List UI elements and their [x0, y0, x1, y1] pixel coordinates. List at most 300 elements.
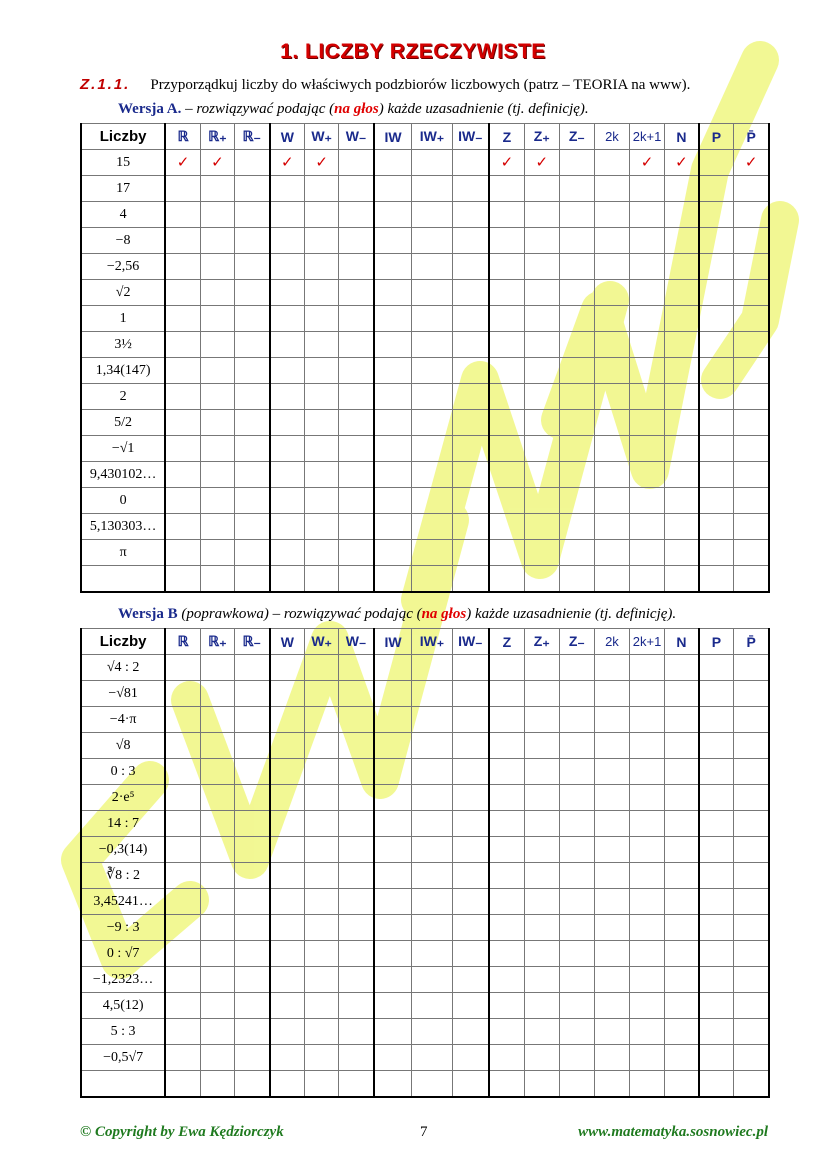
answer-cell[interactable]	[305, 1071, 339, 1098]
answer-cell[interactable]	[305, 811, 339, 837]
answer-cell[interactable]	[270, 759, 305, 785]
answer-cell[interactable]	[200, 566, 234, 593]
answer-cell[interactable]	[412, 228, 452, 254]
answer-cell[interactable]	[699, 837, 734, 863]
answer-cell[interactable]	[374, 889, 412, 915]
answer-cell[interactable]	[665, 488, 699, 514]
answer-cell[interactable]	[489, 1045, 524, 1071]
answer-cell[interactable]	[699, 514, 734, 540]
answer-cell[interactable]	[489, 514, 524, 540]
answer-cell[interactable]	[734, 176, 769, 202]
answer-cell[interactable]	[699, 462, 734, 488]
answer-cell[interactable]	[559, 733, 594, 759]
answer-cell[interactable]	[734, 332, 769, 358]
answer-cell[interactable]	[305, 176, 339, 202]
answer-cell[interactable]	[200, 785, 234, 811]
answer-cell[interactable]	[699, 202, 734, 228]
answer-cell[interactable]	[165, 514, 200, 540]
answer-cell[interactable]	[524, 993, 559, 1019]
answer-cell[interactable]	[524, 462, 559, 488]
answer-cell[interactable]	[665, 332, 699, 358]
answer-cell[interactable]	[412, 837, 452, 863]
answer-cell[interactable]	[374, 993, 412, 1019]
answer-cell[interactable]	[270, 176, 305, 202]
answer-cell[interactable]	[489, 811, 524, 837]
answer-cell[interactable]	[270, 889, 305, 915]
answer-cell[interactable]	[489, 655, 524, 681]
answer-cell[interactable]	[165, 332, 200, 358]
answer-cell[interactable]	[412, 462, 452, 488]
answer-cell[interactable]	[665, 566, 699, 593]
answer-cell[interactable]	[234, 150, 269, 176]
answer-cell[interactable]	[412, 967, 452, 993]
answer-cell[interactable]	[629, 488, 664, 514]
answer-cell[interactable]	[270, 228, 305, 254]
answer-cell[interactable]	[665, 993, 699, 1019]
answer-cell[interactable]	[270, 707, 305, 733]
answer-cell[interactable]	[665, 540, 699, 566]
answer-cell[interactable]	[489, 254, 524, 280]
answer-cell[interactable]	[412, 254, 452, 280]
answer-cell[interactable]	[374, 759, 412, 785]
answer-cell[interactable]	[452, 1019, 489, 1045]
answer-cell[interactable]	[234, 707, 269, 733]
answer-cell[interactable]	[594, 837, 629, 863]
answer-cell[interactable]	[412, 540, 452, 566]
answer-cell[interactable]	[489, 384, 524, 410]
answer-cell[interactable]	[594, 941, 629, 967]
answer-cell[interactable]	[234, 1019, 269, 1045]
answer-cell[interactable]	[524, 358, 559, 384]
answer-cell[interactable]	[339, 1071, 374, 1098]
answer-cell[interactable]	[489, 837, 524, 863]
answer-cell[interactable]	[339, 280, 374, 306]
answer-cell[interactable]	[234, 254, 269, 280]
answer-cell[interactable]	[270, 967, 305, 993]
answer-cell[interactable]	[524, 384, 559, 410]
answer-cell[interactable]	[524, 837, 559, 863]
answer-cell[interactable]	[412, 707, 452, 733]
answer-cell[interactable]	[594, 462, 629, 488]
answer-cell[interactable]	[305, 967, 339, 993]
answer-cell[interactable]	[200, 993, 234, 1019]
answer-cell[interactable]	[270, 915, 305, 941]
answer-cell[interactable]	[734, 993, 769, 1019]
answer-cell[interactable]	[165, 202, 200, 228]
answer-cell[interactable]	[559, 967, 594, 993]
answer-cell[interactable]	[734, 280, 769, 306]
answer-cell[interactable]	[665, 915, 699, 941]
answer-cell[interactable]	[665, 759, 699, 785]
answer-cell[interactable]	[452, 681, 489, 707]
answer-cell[interactable]	[339, 306, 374, 332]
answer-cell[interactable]	[234, 332, 269, 358]
answer-cell[interactable]	[270, 1045, 305, 1071]
answer-cell[interactable]	[165, 1071, 200, 1098]
answer-cell[interactable]	[665, 280, 699, 306]
answer-cell[interactable]	[374, 785, 412, 811]
answer-cell[interactable]	[305, 707, 339, 733]
answer-cell[interactable]	[270, 436, 305, 462]
answer-cell[interactable]	[452, 837, 489, 863]
answer-cell[interactable]	[412, 759, 452, 785]
answer-cell[interactable]	[594, 566, 629, 593]
answer-cell[interactable]	[734, 150, 769, 176]
answer-cell[interactable]	[489, 941, 524, 967]
answer-cell[interactable]	[200, 759, 234, 785]
answer-cell[interactable]	[699, 785, 734, 811]
answer-cell[interactable]	[234, 681, 269, 707]
answer-cell[interactable]	[339, 462, 374, 488]
answer-cell[interactable]	[165, 228, 200, 254]
answer-cell[interactable]	[165, 488, 200, 514]
answer-cell[interactable]	[374, 514, 412, 540]
answer-cell[interactable]	[305, 280, 339, 306]
answer-cell[interactable]	[665, 254, 699, 280]
answer-cell[interactable]	[234, 228, 269, 254]
answer-cell[interactable]	[374, 967, 412, 993]
answer-cell[interactable]	[270, 837, 305, 863]
answer-cell[interactable]	[665, 150, 699, 176]
answer-cell[interactable]	[270, 280, 305, 306]
answer-cell[interactable]	[665, 1019, 699, 1045]
answer-cell[interactable]	[699, 254, 734, 280]
answer-cell[interactable]	[200, 176, 234, 202]
answer-cell[interactable]	[200, 681, 234, 707]
answer-cell[interactable]	[452, 915, 489, 941]
answer-cell[interactable]	[489, 280, 524, 306]
answer-cell[interactable]	[594, 681, 629, 707]
answer-cell[interactable]	[412, 915, 452, 941]
answer-cell[interactable]	[559, 358, 594, 384]
answer-cell[interactable]	[594, 655, 629, 681]
answer-cell[interactable]	[489, 1019, 524, 1045]
answer-cell[interactable]	[559, 280, 594, 306]
answer-cell[interactable]	[489, 150, 524, 176]
answer-cell[interactable]	[234, 759, 269, 785]
answer-cell[interactable]	[629, 1045, 664, 1071]
answer-cell[interactable]	[524, 332, 559, 358]
answer-cell[interactable]	[452, 436, 489, 462]
answer-cell[interactable]	[339, 759, 374, 785]
answer-cell[interactable]	[165, 410, 200, 436]
answer-cell[interactable]	[412, 941, 452, 967]
answer-cell[interactable]	[559, 566, 594, 593]
answer-cell[interactable]	[559, 1071, 594, 1098]
answer-cell[interactable]	[629, 941, 664, 967]
answer-cell[interactable]	[200, 655, 234, 681]
answer-cell[interactable]	[165, 681, 200, 707]
answer-cell[interactable]	[339, 1019, 374, 1045]
answer-cell[interactable]	[489, 967, 524, 993]
answer-cell[interactable]	[629, 280, 664, 306]
answer-cell[interactable]	[305, 358, 339, 384]
answer-cell[interactable]	[524, 1019, 559, 1045]
answer-cell[interactable]	[412, 384, 452, 410]
answer-cell[interactable]	[200, 306, 234, 332]
answer-cell[interactable]	[270, 384, 305, 410]
answer-cell[interactable]	[629, 202, 664, 228]
answer-cell[interactable]	[594, 332, 629, 358]
answer-cell[interactable]	[489, 707, 524, 733]
answer-cell[interactable]	[524, 785, 559, 811]
answer-cell[interactable]	[270, 306, 305, 332]
answer-cell[interactable]	[524, 202, 559, 228]
answer-cell[interactable]	[452, 967, 489, 993]
answer-cell[interactable]	[452, 759, 489, 785]
answer-cell[interactable]	[452, 228, 489, 254]
answer-cell[interactable]	[734, 306, 769, 332]
answer-cell[interactable]	[699, 384, 734, 410]
answer-cell[interactable]	[665, 655, 699, 681]
answer-cell[interactable]	[699, 941, 734, 967]
answer-cell[interactable]	[339, 150, 374, 176]
answer-cell[interactable]	[234, 462, 269, 488]
answer-cell[interactable]	[559, 150, 594, 176]
answer-cell[interactable]	[374, 384, 412, 410]
answer-cell[interactable]	[489, 332, 524, 358]
answer-cell[interactable]	[629, 655, 664, 681]
answer-cell[interactable]	[524, 889, 559, 915]
answer-cell[interactable]	[270, 1019, 305, 1045]
answer-cell[interactable]	[594, 254, 629, 280]
answer-cell[interactable]	[559, 1045, 594, 1071]
answer-cell[interactable]	[305, 889, 339, 915]
answer-cell[interactable]	[489, 462, 524, 488]
answer-cell[interactable]	[452, 941, 489, 967]
answer-cell[interactable]	[339, 254, 374, 280]
answer-cell[interactable]	[594, 280, 629, 306]
answer-cell[interactable]	[489, 202, 524, 228]
answer-cell[interactable]	[594, 514, 629, 540]
answer-cell[interactable]	[200, 462, 234, 488]
answer-cell[interactable]	[165, 837, 200, 863]
answer-cell[interactable]	[200, 436, 234, 462]
answer-cell[interactable]	[594, 488, 629, 514]
answer-cell[interactable]	[200, 1045, 234, 1071]
answer-cell[interactable]	[305, 332, 339, 358]
answer-cell[interactable]	[374, 462, 412, 488]
answer-cell[interactable]	[339, 655, 374, 681]
answer-cell[interactable]	[234, 785, 269, 811]
answer-cell[interactable]	[234, 514, 269, 540]
answer-cell[interactable]	[734, 462, 769, 488]
answer-cell[interactable]	[165, 384, 200, 410]
answer-cell[interactable]	[374, 941, 412, 967]
answer-cell[interactable]	[489, 1071, 524, 1098]
answer-cell[interactable]	[629, 228, 664, 254]
answer-cell[interactable]	[699, 410, 734, 436]
answer-cell[interactable]	[629, 332, 664, 358]
answer-cell[interactable]	[559, 488, 594, 514]
answer-cell[interactable]	[559, 863, 594, 889]
answer-cell[interactable]	[452, 566, 489, 593]
answer-cell[interactable]	[305, 993, 339, 1019]
answer-cell[interactable]	[339, 733, 374, 759]
answer-cell[interactable]	[270, 1071, 305, 1098]
answer-cell[interactable]	[374, 306, 412, 332]
answer-cell[interactable]	[270, 785, 305, 811]
answer-cell[interactable]	[270, 150, 305, 176]
answer-cell[interactable]	[452, 993, 489, 1019]
answer-cell[interactable]	[412, 733, 452, 759]
answer-cell[interactable]	[234, 358, 269, 384]
answer-cell[interactable]	[594, 306, 629, 332]
answer-cell[interactable]	[305, 228, 339, 254]
answer-cell[interactable]	[200, 358, 234, 384]
answer-cell[interactable]	[305, 941, 339, 967]
answer-cell[interactable]	[374, 655, 412, 681]
answer-cell[interactable]	[524, 410, 559, 436]
answer-cell[interactable]	[734, 681, 769, 707]
answer-cell[interactable]	[452, 655, 489, 681]
answer-cell[interactable]	[412, 332, 452, 358]
answer-cell[interactable]	[734, 488, 769, 514]
answer-cell[interactable]	[339, 202, 374, 228]
answer-cell[interactable]	[234, 410, 269, 436]
answer-cell[interactable]	[629, 967, 664, 993]
answer-cell[interactable]	[629, 566, 664, 593]
answer-cell[interactable]	[305, 514, 339, 540]
answer-cell[interactable]	[699, 655, 734, 681]
answer-cell[interactable]	[734, 202, 769, 228]
answer-cell[interactable]	[665, 202, 699, 228]
answer-cell[interactable]	[200, 254, 234, 280]
answer-cell[interactable]	[200, 384, 234, 410]
answer-cell[interactable]	[165, 785, 200, 811]
answer-cell[interactable]	[629, 358, 664, 384]
answer-cell[interactable]	[524, 681, 559, 707]
answer-cell[interactable]	[165, 863, 200, 889]
answer-cell[interactable]	[165, 889, 200, 915]
answer-cell[interactable]	[339, 941, 374, 967]
answer-cell[interactable]	[452, 150, 489, 176]
answer-cell[interactable]	[270, 863, 305, 889]
answer-cell[interactable]	[200, 915, 234, 941]
answer-cell[interactable]	[699, 306, 734, 332]
answer-cell[interactable]	[200, 332, 234, 358]
answer-cell[interactable]	[594, 176, 629, 202]
answer-cell[interactable]	[734, 655, 769, 681]
answer-cell[interactable]	[699, 889, 734, 915]
answer-cell[interactable]	[629, 707, 664, 733]
answer-cell[interactable]	[200, 540, 234, 566]
answer-cell[interactable]	[734, 759, 769, 785]
answer-cell[interactable]	[234, 993, 269, 1019]
answer-cell[interactable]	[305, 655, 339, 681]
answer-cell[interactable]	[629, 681, 664, 707]
answer-cell[interactable]	[699, 358, 734, 384]
answer-cell[interactable]	[524, 540, 559, 566]
answer-cell[interactable]	[524, 655, 559, 681]
answer-cell[interactable]	[489, 358, 524, 384]
answer-cell[interactable]	[559, 837, 594, 863]
answer-cell[interactable]	[165, 462, 200, 488]
answer-cell[interactable]	[629, 176, 664, 202]
answer-cell[interactable]	[734, 811, 769, 837]
answer-cell[interactable]	[374, 254, 412, 280]
answer-cell[interactable]	[339, 785, 374, 811]
answer-cell[interactable]	[559, 811, 594, 837]
answer-cell[interactable]	[165, 915, 200, 941]
answer-cell[interactable]	[270, 358, 305, 384]
answer-cell[interactable]	[594, 1019, 629, 1045]
answer-cell[interactable]	[489, 488, 524, 514]
answer-cell[interactable]	[305, 462, 339, 488]
answer-cell[interactable]	[305, 837, 339, 863]
answer-cell[interactable]	[270, 811, 305, 837]
answer-cell[interactable]	[734, 1045, 769, 1071]
answer-cell[interactable]	[594, 889, 629, 915]
answer-cell[interactable]	[305, 150, 339, 176]
answer-cell[interactable]	[412, 150, 452, 176]
answer-cell[interactable]	[270, 410, 305, 436]
answer-cell[interactable]	[629, 837, 664, 863]
answer-cell[interactable]	[452, 358, 489, 384]
answer-cell[interactable]	[699, 759, 734, 785]
answer-cell[interactable]	[452, 462, 489, 488]
answer-cell[interactable]	[374, 228, 412, 254]
answer-cell[interactable]	[339, 707, 374, 733]
answer-cell[interactable]	[270, 254, 305, 280]
answer-cell[interactable]	[374, 410, 412, 436]
answer-cell[interactable]	[665, 707, 699, 733]
answer-cell[interactable]	[734, 941, 769, 967]
answer-cell[interactable]	[200, 228, 234, 254]
answer-cell[interactable]	[452, 1045, 489, 1071]
answer-cell[interactable]	[412, 514, 452, 540]
answer-cell[interactable]	[412, 681, 452, 707]
answer-cell[interactable]	[734, 1071, 769, 1098]
answer-cell[interactable]	[165, 306, 200, 332]
answer-cell[interactable]	[699, 150, 734, 176]
answer-cell[interactable]	[665, 1071, 699, 1098]
answer-cell[interactable]	[559, 306, 594, 332]
answer-cell[interactable]	[270, 993, 305, 1019]
answer-cell[interactable]	[665, 228, 699, 254]
answer-cell[interactable]	[559, 785, 594, 811]
answer-cell[interactable]	[234, 811, 269, 837]
answer-cell[interactable]	[559, 228, 594, 254]
answer-cell[interactable]	[270, 681, 305, 707]
answer-cell[interactable]	[412, 410, 452, 436]
answer-cell[interactable]	[734, 967, 769, 993]
answer-cell[interactable]	[699, 176, 734, 202]
answer-cell[interactable]	[665, 941, 699, 967]
answer-cell[interactable]	[452, 254, 489, 280]
answer-cell[interactable]	[200, 967, 234, 993]
answer-cell[interactable]	[412, 358, 452, 384]
answer-cell[interactable]	[734, 863, 769, 889]
answer-cell[interactable]	[452, 707, 489, 733]
answer-cell[interactable]	[234, 733, 269, 759]
answer-cell[interactable]	[524, 436, 559, 462]
answer-cell[interactable]	[374, 1045, 412, 1071]
answer-cell[interactable]	[524, 759, 559, 785]
answer-cell[interactable]	[374, 488, 412, 514]
answer-cell[interactable]	[489, 863, 524, 889]
answer-cell[interactable]	[305, 384, 339, 410]
answer-cell[interactable]	[412, 488, 452, 514]
answer-cell[interactable]	[452, 332, 489, 358]
answer-cell[interactable]	[629, 889, 664, 915]
answer-cell[interactable]	[305, 436, 339, 462]
answer-cell[interactable]	[489, 915, 524, 941]
answer-cell[interactable]	[200, 707, 234, 733]
answer-cell[interactable]	[200, 811, 234, 837]
answer-cell[interactable]	[559, 202, 594, 228]
answer-cell[interactable]	[165, 941, 200, 967]
